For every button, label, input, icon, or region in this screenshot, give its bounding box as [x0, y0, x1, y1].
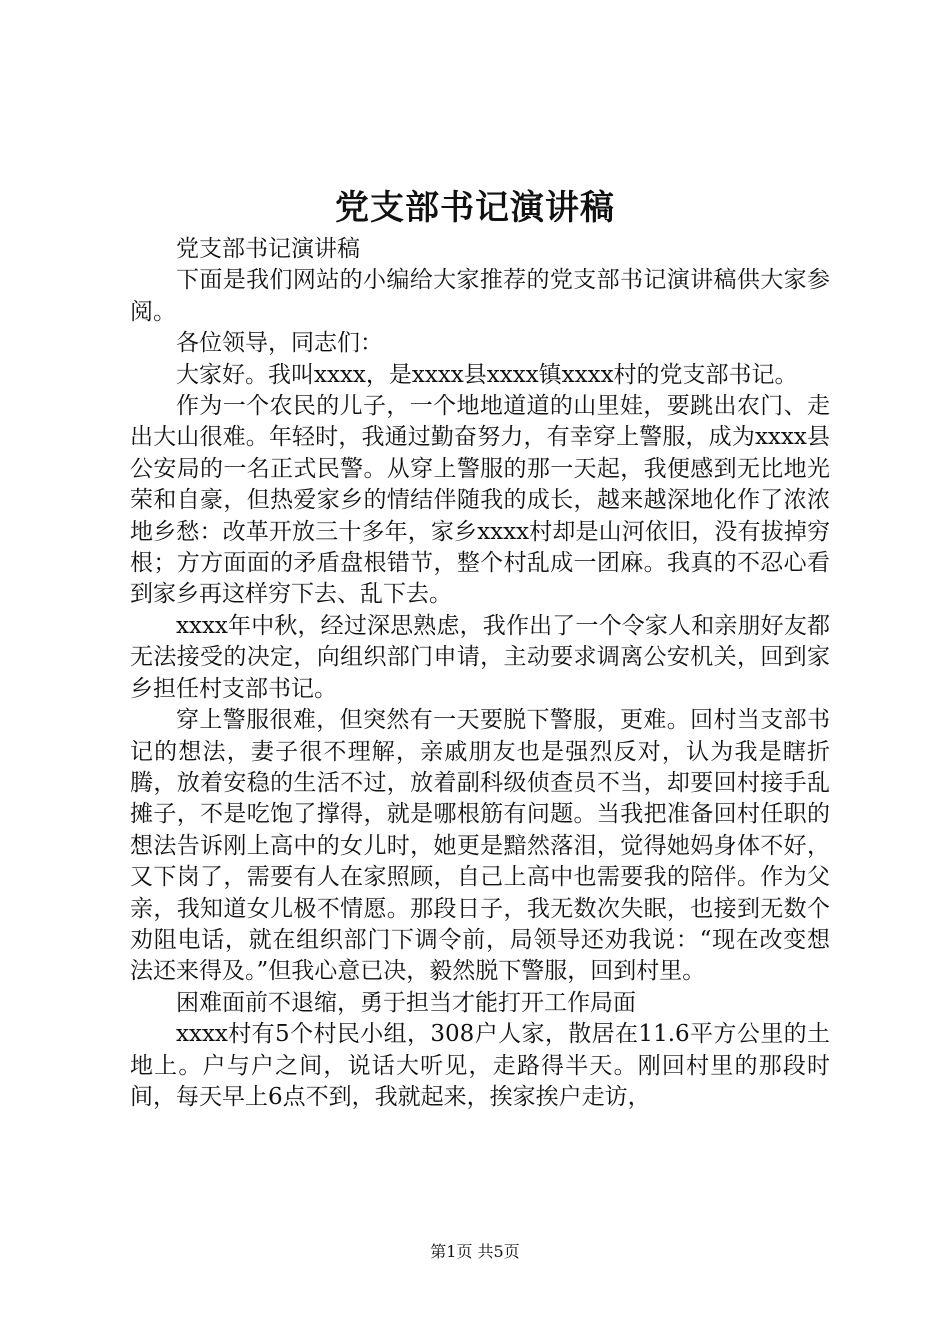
paragraph-subheading: 困难面前不退缩，勇于担当才能打开工作局面 — [176, 989, 636, 1016]
paragraph-greeting: 大家好。我叫xxxx，是xxxx县xxxx镇xxxx村的党支部书记。 — [176, 361, 798, 388]
paragraph-background: 作为一个农民的儿子，一个地地道道的山里娃，要跳出农门、走出大山很难。年轻时，我通过勤奋努力，有幸穿上警服，成为xxxx县公安局的一名正式民警。从穿上警服的那一天起，我便感到无比地光荣和自豪，但热爱家乡的情结伴随我的成长，越来越深地化作了浓浓地乡愁：改革开放三十多年，家乡xxxx村却是山河依旧，没有拔掉穷根；方方面面的矛盾盘根错节，整个村乱成一团麻。我真的不忍心看到家乡再这样穷下去、乱下去。 — [130, 393, 830, 608]
document-body — [130, 234, 830, 1113]
paragraph-heading-repeat: 党支部书记演讲稿 — [176, 236, 360, 262]
paragraph-intro: 下面是我们网站的小编给大家推荐的党支部书记演讲稿供大家参阅。 — [130, 267, 830, 325]
document-title: 党支部书记演讲稿 — [335, 188, 615, 228]
page-footer: 第1页 共5页 — [430, 1242, 520, 1261]
paragraph-difficulty: 穿上警服很难，但突然有一天要脱下警服，更难。回村当支部书记的想法，妻子很不理解，亲戚朋友也是强烈反对，认为我是瞎折腾，放着安稳的生活不过，放着副科级侦查员不当，却要回村接手乱摊子，不是吃饱了撑得，就是哪根筋有问题。当我把准备回村任职的想法告诉刚上高中的女儿时，她更是黯然落泪，觉得她妈身体不好，又下岗了，需要有人在家照顾，自己上高中也需要我的陪伴。作为父亲，我知道女儿极不情愿。那段日子，我无数次失眠，也接到无数个劝阻电话，就在组织部门下调令前，局领导还劝我说：“现在改变想法还来得及。”但我心意已决，毅然脱下警服，回到村里。 — [130, 707, 830, 985]
paragraph-village-info: xxxx村有5个村民小组，308户人家，散居在11.6平方公里的土地上。户与户之间，说话大听见，走路得半天。刚回村里的那段时间，每天早上6点不到，我就起来，挨家挨户走访， — [130, 1021, 830, 1110]
paragraph-decision: xxxx年中秋，经过深思熟虑，我作出了一个令家人和亲朋好友都无法接受的决定，向组织部门申请，主动要求调离公安机关，回到家乡担任村支部书记。 — [130, 612, 830, 702]
paragraph-salutation: 各位领导，同志们： — [176, 330, 383, 357]
